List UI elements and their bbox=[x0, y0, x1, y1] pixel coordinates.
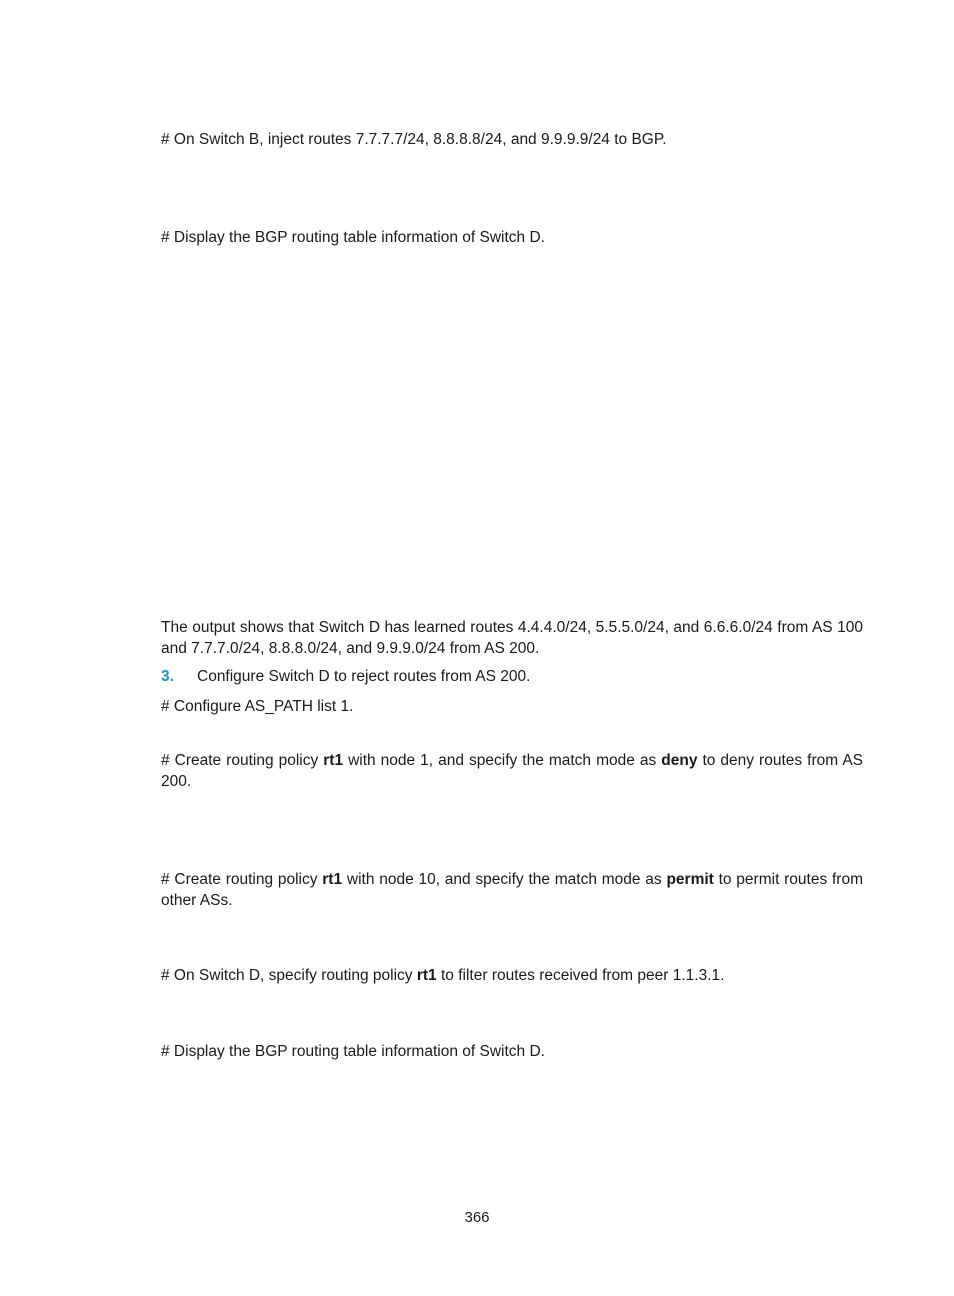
paragraph-display-bgp-1: # Display the BGP routing table information of Switch D. bbox=[161, 229, 545, 246]
text-segment: # On Switch D, specify routing policy bbox=[161, 967, 417, 984]
text-segment: to filter routes received from peer 1.1.3.1. bbox=[436, 967, 725, 984]
policy-name-bold: rt1 bbox=[323, 752, 344, 769]
step-text: Configure Switch D to reject routes from AS 200. bbox=[197, 668, 531, 685]
paragraph-apply-policy bbox=[161, 965, 863, 986]
paragraph-output-explanation: The output shows that Switch D has learned routes 4.4.4.0/24, 5.5.5.0/24, and 6.6.6.0/24 from AS 100 and 7.7.7.0/24, 8.8.8.0/24, and 9.9.9.0/24 from AS 200. bbox=[161, 619, 863, 657]
page-number: 366 bbox=[464, 1209, 490, 1226]
match-mode-bold: deny bbox=[661, 752, 698, 769]
text-segment: with node 1, and specify the match mode as bbox=[343, 752, 662, 769]
policy-name-bold: rt1 bbox=[416, 967, 437, 984]
text-segment: # Create routing policy bbox=[161, 871, 323, 888]
text-segment: # Create routing policy bbox=[161, 752, 324, 769]
text-segment: with node 10, and specify the match mode as bbox=[342, 871, 667, 888]
paragraph-policy-node-10 bbox=[161, 869, 863, 911]
text-segment: to permit routes from other ASs. bbox=[161, 871, 863, 909]
policy-name-bold: rt1 bbox=[322, 871, 343, 888]
paragraph-policy-node-1 bbox=[161, 750, 863, 792]
paragraph-display-bgp-2: # Display the BGP routing table information of Switch D. bbox=[161, 1043, 545, 1060]
paragraph-inject-routes: # On Switch B, inject routes 7.7.7.7/24, 8.8.8.8/24, and 9.9.9.9/24 to BGP. bbox=[161, 131, 667, 148]
paragraph-configure-as-path: # Configure AS_PATH list 1. bbox=[161, 698, 354, 715]
match-mode-bold: permit bbox=[666, 871, 714, 888]
text-segment: to deny routes from AS 200. bbox=[161, 752, 863, 790]
step-number: 3. bbox=[161, 668, 174, 685]
